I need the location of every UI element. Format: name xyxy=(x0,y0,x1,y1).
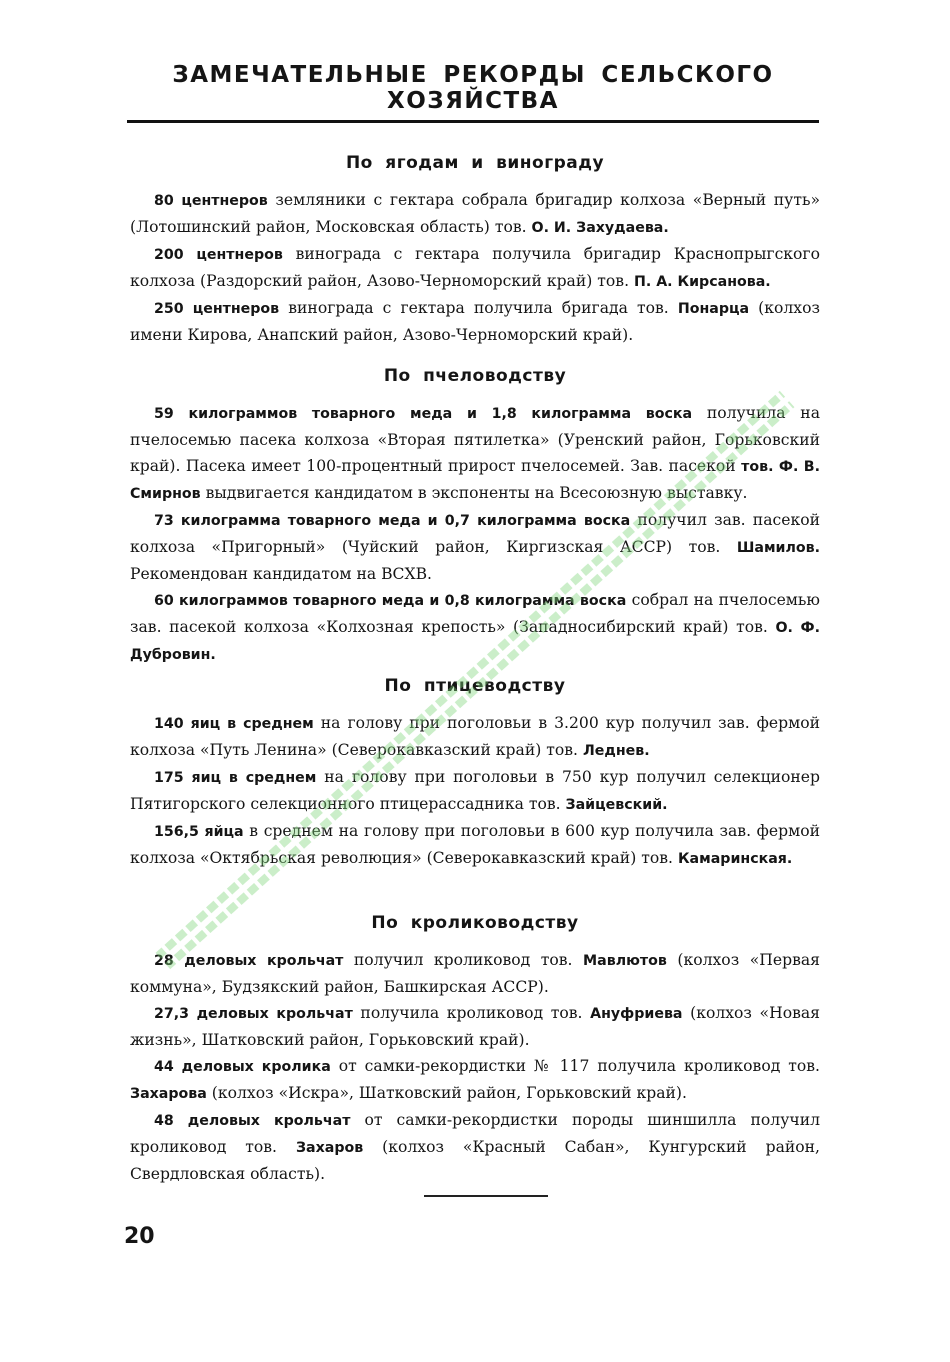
end-divider xyxy=(424,1195,548,1197)
record-paragraph xyxy=(130,187,820,241)
record-tail: выдвигается кандидатом в экспоненты на Всесоюзную выставку. xyxy=(200,484,748,502)
record-text: земляники с гектара собрала бригадир колхоза «Верный путь» (Лотошинский район, Московская область) тов. xyxy=(130,191,821,236)
record-tail: (колхоз «Искра», Шатковский район, Горьковский край). xyxy=(206,1084,687,1102)
section-poultry xyxy=(130,676,820,872)
record-lead: 28 деловых крольчат xyxy=(154,953,344,969)
record-tail: (колхоз «Красный Сабан», Кунгурский район, Свердловская область). xyxy=(130,1138,820,1183)
record-paragraph xyxy=(130,400,820,507)
record-person: Мавлютов xyxy=(583,953,667,969)
record-lead: 60 килограммов товарного меда и 0,8 килограмма воска xyxy=(154,593,627,609)
record-lead: 250 центнеров xyxy=(154,301,280,317)
record-paragraph xyxy=(130,1053,820,1107)
record-text: винограда с гектара получила бригада тов. xyxy=(279,299,678,317)
section-title: По кролиководству xyxy=(371,913,579,933)
record-paragraph xyxy=(130,587,820,668)
record-lead: 59 килограммов товарного меда и 1,8 килограмма воска xyxy=(154,406,693,422)
record-lead: 156,5 яйца xyxy=(154,824,244,840)
record-text: в среднем на голову при поголовьи в 600 кур получила зав. фермой колхоза «Октябрьская революция» (Северокавказский край) тов. xyxy=(130,822,820,867)
section-title: По ягодам и винограду xyxy=(345,153,605,173)
record-paragraph xyxy=(130,507,820,587)
record-lead: 140 яиц в среднем xyxy=(154,716,314,732)
page-number: 20 xyxy=(124,1224,155,1249)
record-lead: 175 яиц в среднем xyxy=(154,770,317,786)
record-person: Захаров xyxy=(295,1140,364,1156)
record-tail: Рекомендован кандидатом на ВСХВ. xyxy=(130,565,433,583)
record-person: Захарова xyxy=(130,1086,207,1102)
record-person: П. А. Кирсанова. xyxy=(634,274,771,290)
record-text: получила на пчелосемью пасека колхоза «Вторая пятилетка» (Уренский район, Горьковский край). Пасека имеет 100-процентный прирост пчелосемей. Зав. пасекой xyxy=(130,404,820,475)
section-title: По птицеводству xyxy=(384,676,566,696)
record-person: Ануфриева xyxy=(590,1006,683,1022)
record-person: тов. Ф. В. Смирнов xyxy=(130,459,820,502)
section-berries xyxy=(130,153,820,348)
record-paragraph xyxy=(130,764,820,818)
record-person: Леднев. xyxy=(582,743,650,759)
record-person: Зайцевский. xyxy=(565,797,668,813)
record-person: Камаринская. xyxy=(677,851,793,867)
record-text: на голову при поголовьи в 3.200 кур получил зав. фермой колхоза «Путь Ленина» (Северокавказский край) тов. xyxy=(130,714,820,759)
section-rabbits xyxy=(130,913,820,1187)
record-lead: 48 деловых крольчат xyxy=(154,1113,351,1129)
record-paragraph xyxy=(130,1107,820,1187)
record-person: Понарца xyxy=(677,301,750,317)
record-paragraph xyxy=(130,241,820,295)
record-text: получила кроликовод тов. xyxy=(352,1004,591,1022)
record-text: от самки-рекордистки породы шиншилла получил кроликовод тов. xyxy=(130,1111,820,1156)
section-title: По пчеловодству xyxy=(383,366,567,386)
section-beekeeping xyxy=(130,366,820,668)
page-header: ЗАМЕЧАТЕЛЬНЫЕ РЕКОРДЫ СЕЛЬСКОГО ХОЗЯЙСТВА xyxy=(127,62,819,123)
record-tail: (колхоз «Новая жизнь», Шатковский район, Горьковский край). xyxy=(130,1004,820,1049)
record-paragraph xyxy=(130,710,820,764)
record-paragraph xyxy=(130,295,820,348)
record-text: винограда с гектара получила бригадир Краснопрыгского колхоза (Раздорский район, Азово-Черноморский край) тов. xyxy=(130,245,820,290)
record-lead: 44 деловых кролика xyxy=(154,1059,331,1075)
record-paragraph xyxy=(130,947,820,1000)
record-lead: 27,3 деловых крольчат xyxy=(154,1006,353,1022)
record-person: О. Ф. Дубровин. xyxy=(130,620,820,663)
record-paragraph xyxy=(130,1000,820,1053)
record-person: О. И. Захудаева. xyxy=(531,220,669,236)
record-text: собрал на пчелосемью зав. пасекой колхоза «Колхозная крепость» (Западносибирский край) тов. xyxy=(130,591,820,636)
record-text: на голову при поголовьи в 750 кур получил селекционер Пятигорского селекционного птицерассадника тов. xyxy=(130,768,820,813)
record-text: получил зав. пасекой колхоза «Пригорный» (Чуйский район, Киргизская АССР) тов. xyxy=(130,511,820,556)
record-lead: 73 килограмма товарного меда и 0,7 килограмма воска xyxy=(154,513,631,529)
record-tail: (колхоз «Первая коммуна», Будзякский район, Башкирская АССР). xyxy=(130,951,820,996)
record-lead: 200 центнеров xyxy=(154,247,283,263)
record-paragraph xyxy=(130,818,820,872)
record-text: получил кроликовод тов. xyxy=(343,951,584,969)
record-tail: (колхоз имени Кирова, Анапский район, Азово-Черноморский край). xyxy=(130,299,820,344)
record-person: Шамилов. xyxy=(736,540,820,556)
record-text: от самки-рекордистки № 117 получила кроликовод тов. xyxy=(330,1057,820,1075)
record-lead: 80 центнеров xyxy=(154,193,268,209)
